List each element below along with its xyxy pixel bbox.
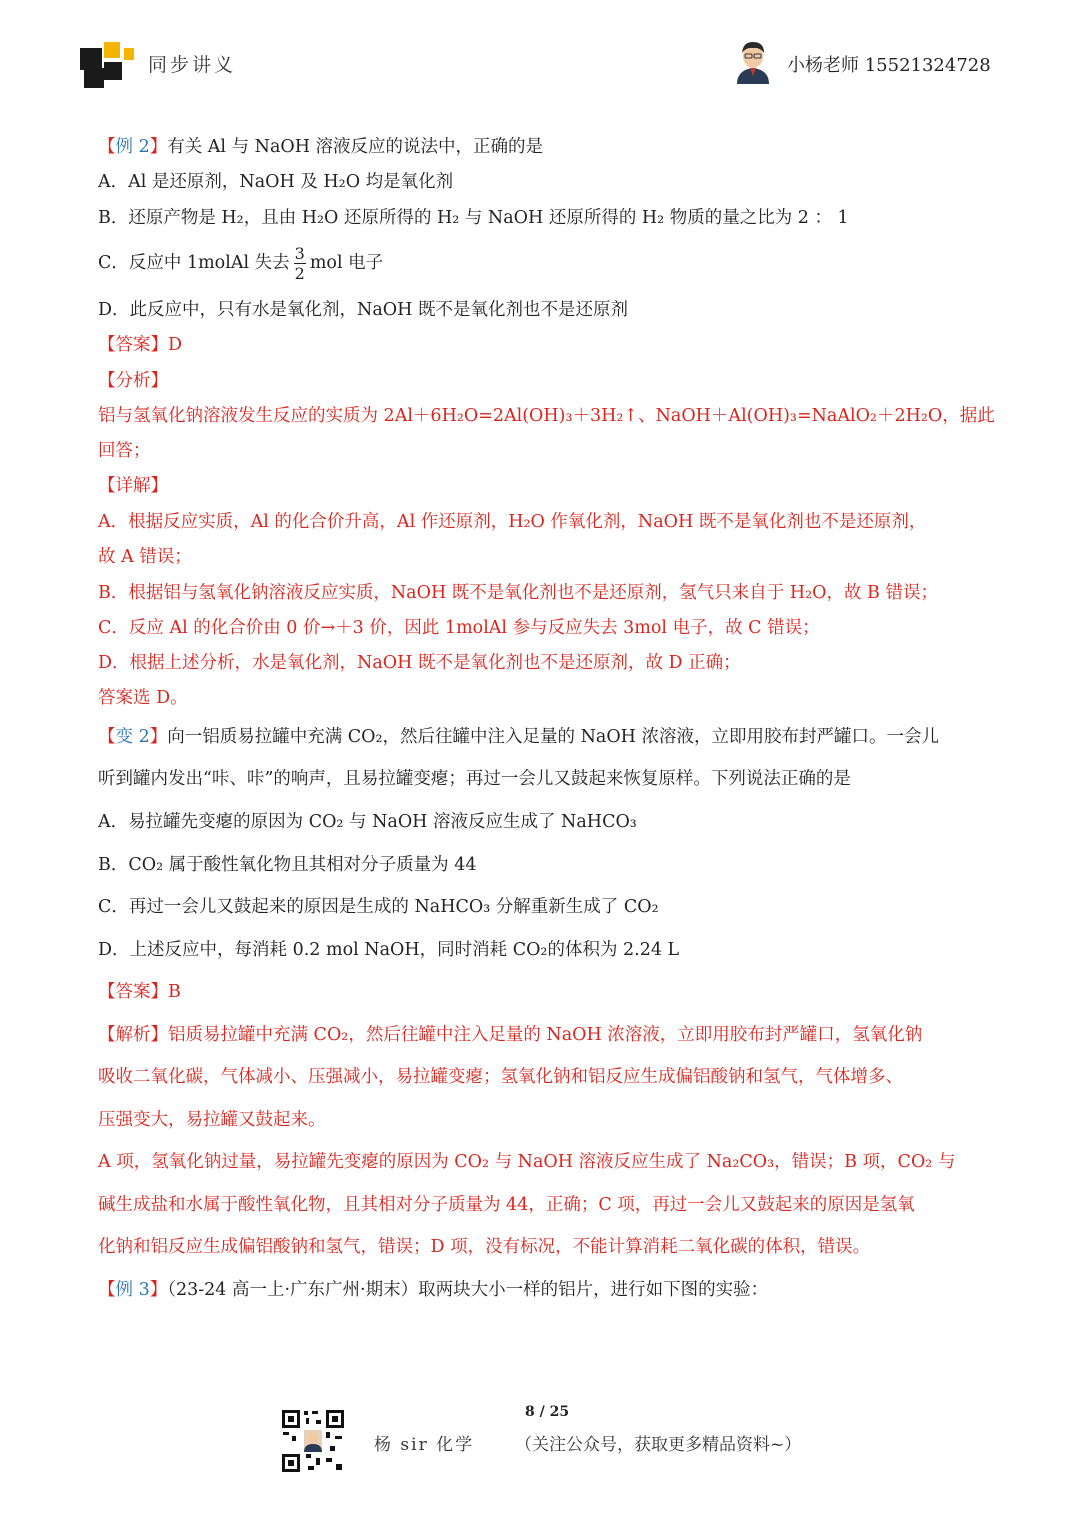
footer-brand: 杨 sir 化学 xyxy=(374,1435,475,1455)
example-2-detail-d: D．根据上述分析，水是氧化剂，NaOH 既不是氧化剂也不是还原剂，故 D 正确； xyxy=(98,653,741,673)
variant-2-tag: 变 2 xyxy=(115,727,150,747)
variant-2-explain-line-5: 碱生成盐和水属于酸性氧化物，且其相对分子质量为 44，正确；C 项，再过一会儿又鼓起来的原因是氢氧 xyxy=(98,1195,915,1215)
example-2-analysis-heading: 【分析】 xyxy=(98,371,168,391)
variant-2-option-c: C．再过一会儿又鼓起来的原因是生成的 NaHCO₃ 分解重新生成了 CO₂ xyxy=(98,897,659,917)
page-footer xyxy=(0,1400,1080,1490)
variant-2-explain-line-3: 压强变大，易拉罐又鼓起来。 xyxy=(98,1110,326,1130)
variant-2-stem-line-2: 听到罐内发出“咔、咔”的响声，且易拉罐变瘪；再过一会儿又鼓起来恢复原样。下列说法正确的是 xyxy=(98,769,851,789)
variant-2-option-d: D．上述反应中，每消耗 0.2 mol NaOH，同时消耗 CO₂的体积为 2.24 L xyxy=(98,940,680,960)
example-2-option-c: C．反应中 1molAl 失去 $\frac{3}{2}$ mol 电子 xyxy=(98,243,384,283)
example-2-stem: 【例 2】有关 Al 与 NaOH 溶液反应的说法中，正确的是 xyxy=(98,137,544,157)
example-2-option-a: A．Al 是还原剂，NaOH 及 H₂O 均是氧化剂 xyxy=(98,172,454,192)
page-header xyxy=(0,0,1080,110)
example-2-tag: 例 2 xyxy=(115,137,150,157)
page-number: 8 / 25 xyxy=(525,1404,570,1420)
teacher-avatar-icon xyxy=(733,38,773,84)
variant-2-stem-line-1: 【变 2】向一铝质易拉罐中充满 CO₂，然后往罐中注入足量的 NaOH 浓溶液，立即用胶布封严罐口。一会儿 xyxy=(98,727,939,747)
example-2-analysis-line-2: 回答； xyxy=(98,441,151,461)
example-3-stem: 【例 3】（23-24 高一上·广东广州·期末）取两块大小一样的铝片，进行如下图的实验： xyxy=(98,1280,769,1300)
example-2-conclusion: 答案选 D。 xyxy=(98,688,188,708)
variant-2-option-b: B．CO₂ 属于酸性氧化物且其相对分子质量为 44 xyxy=(98,855,477,875)
variant-2-answer: 【答案】B xyxy=(98,982,181,1002)
example-2-option-d: D．此反应中，只有水是氧化剂，NaOH 既不是氧化剂也不是还原剂 xyxy=(98,300,628,320)
variant-2-explain-line-2: 吸收二氧化碳，气体减小、压强减小，易拉罐变瘪；氢氧化钠和铝反应生成偏铝酸钠和氢气，气体增多、 xyxy=(98,1067,903,1087)
variant-2-explain-line-4: A 项，氢氧化钠过量，易拉罐先变瘪的原因为 CO₂ 与 NaOH 溶液反应生成了 Na₂CO₃，错误；B 项，CO₂ 与 xyxy=(98,1152,956,1172)
example-2-detail-c: C．反应 Al 的化合价由 0 价→＋3 价，因此 1molAl 参与反应失去 3mol 电子，故 C 错误； xyxy=(98,618,820,638)
variant-2-explain-line-1: 【解析】铝质易拉罐中充满 CO₂，然后往罐中注入足量的 NaOH 浓溶液，立即用胶布封严罐口，氢氧化钠 xyxy=(98,1025,923,1045)
example-3-tag: 例 3 xyxy=(115,1280,150,1300)
brand-logo-icon xyxy=(80,42,136,88)
teacher-contact: 小杨老师 15521324728 xyxy=(787,55,991,76)
qr-code-icon xyxy=(280,1408,346,1474)
header-title: 同步讲义 xyxy=(148,54,237,76)
example-2-detail-heading: 【详解】 xyxy=(98,476,168,496)
example-2-answer: 【答案】D xyxy=(98,335,183,355)
example-2-option-b: B．还原产物是 H₂，且由 H₂O 还原所得的 H₂ 与 NaOH 还原所得的 H₂ 物质的量之比为 2 ： 1 xyxy=(98,208,849,228)
fraction: $\frac{3}{2}$ xyxy=(294,243,305,283)
example-2-analysis-line-1: 铝与氢氧化钠溶液发生反应的实质为 2Al＋6H₂O=2Al(OH)₃＋3H₂↑、NaOH＋Al(OH)₃=NaAlO₂＋2H₂O，据此 xyxy=(98,406,995,426)
example-2-detail-b: B．根据铝与氢氧化钠溶液反应实质，NaOH 既不是氧化剂也不是还原剂，氢气只来自于 H₂O，故 B 错误； xyxy=(98,583,938,603)
example-2-detail-a-line-1: A．根据反应实质，Al 的化合价升高，Al 作还原剂，H₂O 作氧化剂，NaOH 既不是氧化剂也不是还原剂， xyxy=(98,512,927,532)
example-2-detail-a-line-2: 故 A 错误； xyxy=(98,547,192,567)
variant-2-explain-line-6: 化钠和铝反应生成偏铝酸钠和氢气，错误；D 项，没有标况，不能计算消耗二氧化碳的体积，错误。 xyxy=(98,1237,871,1257)
variant-2-option-a: A．易拉罐先变瘪的原因为 CO₂ 与 NaOH 溶液反应生成了 NaHCO₃ xyxy=(98,812,637,832)
footer-note: （关注公众号，获取更多精品资料~） xyxy=(515,1435,802,1455)
